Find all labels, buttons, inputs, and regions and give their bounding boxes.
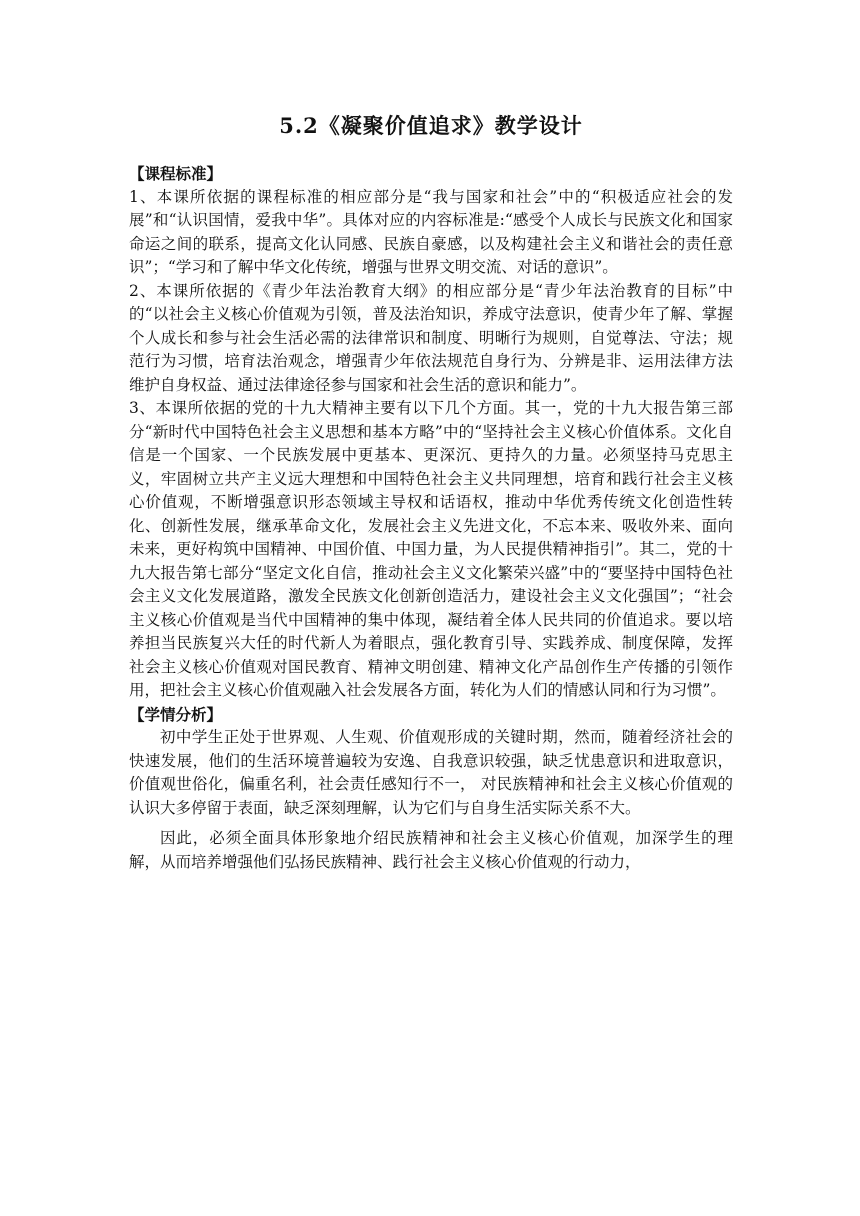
section-curriculum-standard — [129, 162, 733, 703]
section-heading: 【课程标准】 — [129, 164, 223, 183]
paragraph: 1、本课所依据的课程标准的相应部分是“我与国家和社会”中的“积极适应社会的发展”和“认识国情，爱我中华”。具体对应的内容标准是:“感受个人成长与民族文化和国家命运之间的联系，提高文化认同感、民族自豪感，以及构建社会主义和谐社会的责任意识”；“学习和了解中华文化传统，增强与世界文明交流、对话的意识”。 — [129, 187, 733, 276]
section-learner-analysis — [129, 703, 733, 875]
document-title: 5.2《凝聚价值追求》教学设计 — [279, 113, 583, 138]
section-heading: 【学情分析】 — [129, 704, 223, 724]
paragraph: 因此，必须全面具体形象地介绍民族精神和社会主义核心价值观，加深学生的理解，从而培养增强他们弘扬民族精神、践行社会主义核心价值观的行动力， — [129, 829, 733, 871]
paragraph: 2、本课所依据的《青少年法治教育大纲》的相应部分是“青少年法治教育的目标”中的“以社会主义核心价值观为引领，普及法治知识，养成守法意识，使青少年了解、掌握个人成长和参与社会生活必需的法律常识和制度、明晰行为规则，自觉尊法、守法；规范行为习惯，培育法治观念，增强青少年依法规范自身行为、分辨是非、运用法律方法维护自身权益、通过法律途径参与国家和社会生活的意识和能力”。 — [129, 281, 733, 394]
paragraph: 3、本课所依据的党的十九大精神主要有以下几个方面。其一，党的十九大报告第三部分“新时代中国特色社会主义思想和基本方略”中的“坚持社会主义核心价值体系。文化自信是一个国家、一个民族发展中更基本、更深沉、更持久的力量。必须坚持马克思主义，牢固树立共产主义远大理想和中国特色社会主义共同理想，培育和践行社会主义核心价值观，不断增强意识形态领域主导权和话语权，推动中华优秀传统文化创造性转化、创新性发展，继承革命文化，发展社会主义先进文化，不忘本来、吸收外来、面向未来，更好构筑中国精神、中国价值、中国力量，为人民提供精神指引”。其二，党的十九大报告第七部分“坚定文化自信，推动社会主义文化繁荣兴盛”中的“要坚持中国特色社会主义文化发展道路，激发全民族文化创新创造活力，建设社会主义文化强国”；“社会主义核心价值观是当代中国精神的集中体现，凝结着全体人民共同的价值追求。要以培养担当民族复兴大任的时代新人为着眼点，强化教育引导、实践养成、制度保障，发挥社会主义核心价值观对国民教育、精神文明创建、精神文化产品创作生产传播的引领作用，把社会主义核心价值观融入社会发展各方面，转化为人们的情感认同和行为习惯”。 — [129, 399, 733, 699]
document-page — [129, 108, 733, 874]
paragraph: 初中学生正处于世界观、人生观、价值观形成的关键时期，然而，随着经济社会的快速发展，他们的生活环境普遍较为安逸、自我意识较强，缺乏忧患意识和进取意识，价值观世俗化，偏重名利，社会责任感知行不一， 对民族精神和社会主义核心价值观的认识大多停留于表面，缺乏深刻理解，认为它们与自身生活实际关系不大。 — [129, 728, 733, 817]
